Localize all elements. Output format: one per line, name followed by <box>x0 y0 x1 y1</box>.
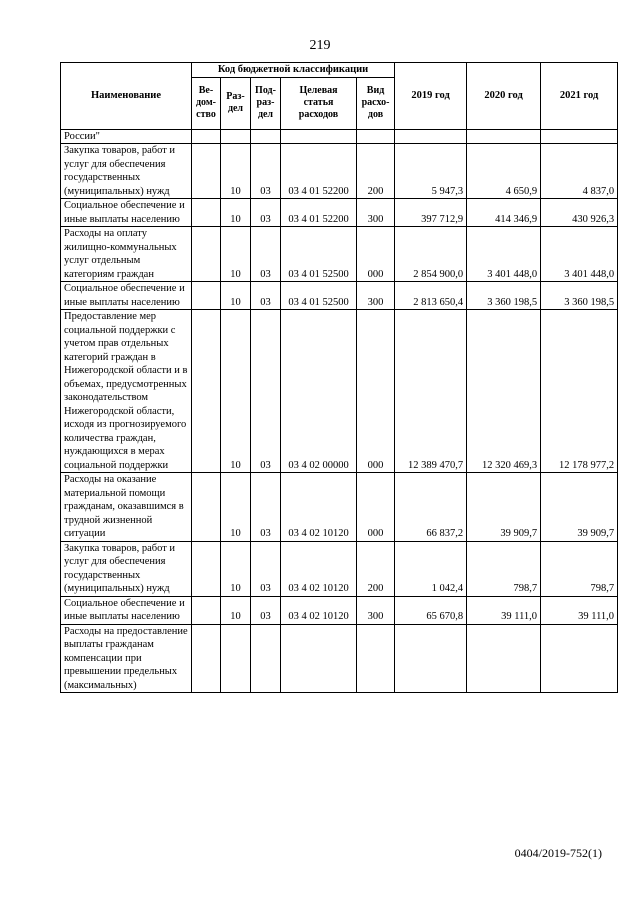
row-value-2021: 39 909,7 <box>541 473 618 542</box>
row-ved <box>192 473 221 542</box>
row-podrazdel: 03 <box>251 473 281 542</box>
row-name: Расходы на предоставление выплаты гражданам компенсации при превышении предельных (максимальных) <box>61 624 192 693</box>
row-value-2020: 39 909,7 <box>467 473 541 542</box>
column-header-vid: Вид расхо- дов <box>357 77 395 129</box>
row-vid: 300 <box>357 199 395 227</box>
row-razdel: 10 <box>221 310 251 473</box>
column-header-ved: Ве- дом- ство <box>192 77 221 129</box>
row-razdel: 10 <box>221 473 251 542</box>
row-value-2020: 3 401 448,0 <box>467 227 541 282</box>
row-value-2019: 66 837,2 <box>395 473 467 542</box>
row-razdel <box>221 129 251 144</box>
budget-table <box>60 62 618 693</box>
row-vid: 300 <box>357 596 395 624</box>
row-podrazdel <box>251 624 281 693</box>
row-value-2021: 4 837,0 <box>541 144 618 199</box>
row-name: Расходы на оказание материальной помощи гражданам, оказавшимся в трудной жизненной ситуации <box>61 473 192 542</box>
row-ved <box>192 282 221 310</box>
row-podrazdel: 03 <box>251 282 281 310</box>
row-name: России" <box>61 129 192 144</box>
row-value-2019: 5 947,3 <box>395 144 467 199</box>
row-target: 03 4 02 00000 <box>281 310 357 473</box>
row-value-2020: 12 320 469,3 <box>467 310 541 473</box>
row-razdel: 10 <box>221 144 251 199</box>
row-value-2020: 39 111,0 <box>467 596 541 624</box>
table-row <box>61 144 618 199</box>
row-podrazdel: 03 <box>251 227 281 282</box>
column-header-2019: 2019 год <box>395 63 467 130</box>
row-value-2019: 2 813 650,4 <box>395 282 467 310</box>
row-ved <box>192 199 221 227</box>
row-value-2019: 65 670,8 <box>395 596 467 624</box>
row-value-2020 <box>467 129 541 144</box>
row-value-2021: 39 111,0 <box>541 596 618 624</box>
row-name: Социальное обеспечение и иные выплаты населению <box>61 596 192 624</box>
row-razdel: 10 <box>221 227 251 282</box>
row-value-2021: 12 178 977,2 <box>541 310 618 473</box>
row-value-2021 <box>541 129 618 144</box>
row-podrazdel <box>251 129 281 144</box>
row-vid: 300 <box>357 282 395 310</box>
row-name: Закупка товаров, работ и услуг для обеспечения государственных (муниципальных) нужд <box>61 144 192 199</box>
row-target: 03 4 02 10120 <box>281 596 357 624</box>
row-vid <box>357 129 395 144</box>
row-value-2019: 12 389 470,7 <box>395 310 467 473</box>
page-number: 219 <box>309 38 331 53</box>
row-value-2020: 414 346,9 <box>467 199 541 227</box>
row-target: 03 4 02 10120 <box>281 473 357 542</box>
row-razdel: 10 <box>221 596 251 624</box>
document-code: 0404/2019-752(1) <box>514 846 602 860</box>
table-row <box>61 227 618 282</box>
table-row <box>61 596 618 624</box>
row-value-2019: 1 042,4 <box>395 541 467 596</box>
row-razdel: 10 <box>221 199 251 227</box>
row-value-2021: 430 926,3 <box>541 199 618 227</box>
row-value-2021: 3 401 448,0 <box>541 227 618 282</box>
row-value-2019 <box>395 129 467 144</box>
table-row <box>61 199 618 227</box>
row-value-2021 <box>541 624 618 693</box>
row-value-2020: 3 360 198,5 <box>467 282 541 310</box>
row-vid: 000 <box>357 227 395 282</box>
table-row <box>61 310 618 473</box>
row-name: Предоставление мер социальной поддержки с учетом прав отдельных категорий граждан в Нижегородской области и в объемах, предусмотренных законодательством Нижегородской области, исходя из прогнозируемого количества граждан, нуждающихся в мерах социальной поддержки <box>61 310 192 473</box>
row-ved <box>192 227 221 282</box>
row-target <box>281 624 357 693</box>
row-value-2021: 798,7 <box>541 541 618 596</box>
row-vid: 200 <box>357 144 395 199</box>
row-value-2019: 397 712,9 <box>395 199 467 227</box>
row-podrazdel: 03 <box>251 596 281 624</box>
header-row-top <box>61 63 618 78</box>
table-row <box>61 473 618 542</box>
row-vid: 200 <box>357 541 395 596</box>
row-target <box>281 129 357 144</box>
table-row <box>61 282 618 310</box>
row-vid: 000 <box>357 310 395 473</box>
row-podrazdel: 03 <box>251 310 281 473</box>
row-value-2020: 798,7 <box>467 541 541 596</box>
row-target: 03 4 01 52200 <box>281 199 357 227</box>
row-podrazdel: 03 <box>251 541 281 596</box>
row-razdel <box>221 624 251 693</box>
row-value-2020: 4 650,9 <box>467 144 541 199</box>
column-header-2020: 2020 год <box>467 63 541 130</box>
row-name: Социальное обеспечение и иные выплаты населению <box>61 282 192 310</box>
row-ved <box>192 541 221 596</box>
column-header-razdel: Раз- дел <box>221 77 251 129</box>
row-value-2019: 2 854 900,0 <box>395 227 467 282</box>
row-ved <box>192 596 221 624</box>
column-header-name: Наименование <box>61 63 192 130</box>
row-value-2021: 3 360 198,5 <box>541 282 618 310</box>
column-header-2021: 2021 год <box>541 63 618 130</box>
table-row <box>61 129 618 144</box>
row-ved <box>192 310 221 473</box>
row-target: 03 4 01 52200 <box>281 144 357 199</box>
row-podrazdel: 03 <box>251 144 281 199</box>
row-target: 03 4 01 52500 <box>281 282 357 310</box>
row-ved <box>192 129 221 144</box>
row-name: Закупка товаров, работ и услуг для обеспечения государственных (муниципальных) нужд <box>61 541 192 596</box>
row-razdel: 10 <box>221 282 251 310</box>
row-name: Расходы на оплату жилищно-коммунальных услуг отдельным категориям граждан <box>61 227 192 282</box>
row-vid <box>357 624 395 693</box>
table-row <box>61 624 618 693</box>
row-name: Социальное обеспечение и иные выплаты населению <box>61 199 192 227</box>
row-ved <box>192 144 221 199</box>
row-value-2020 <box>467 624 541 693</box>
row-vid: 000 <box>357 473 395 542</box>
row-target: 03 4 01 52500 <box>281 227 357 282</box>
column-header-target: Целевая статья расходов <box>281 77 357 129</box>
row-target: 03 4 02 10120 <box>281 541 357 596</box>
column-header-code-group: Код бюджетной классификации <box>192 63 395 78</box>
row-podrazdel: 03 <box>251 199 281 227</box>
row-value-2019 <box>395 624 467 693</box>
row-ved <box>192 624 221 693</box>
table-row <box>61 541 618 596</box>
row-razdel: 10 <box>221 541 251 596</box>
column-header-podrazdel: Под- раз- дел <box>251 77 281 129</box>
